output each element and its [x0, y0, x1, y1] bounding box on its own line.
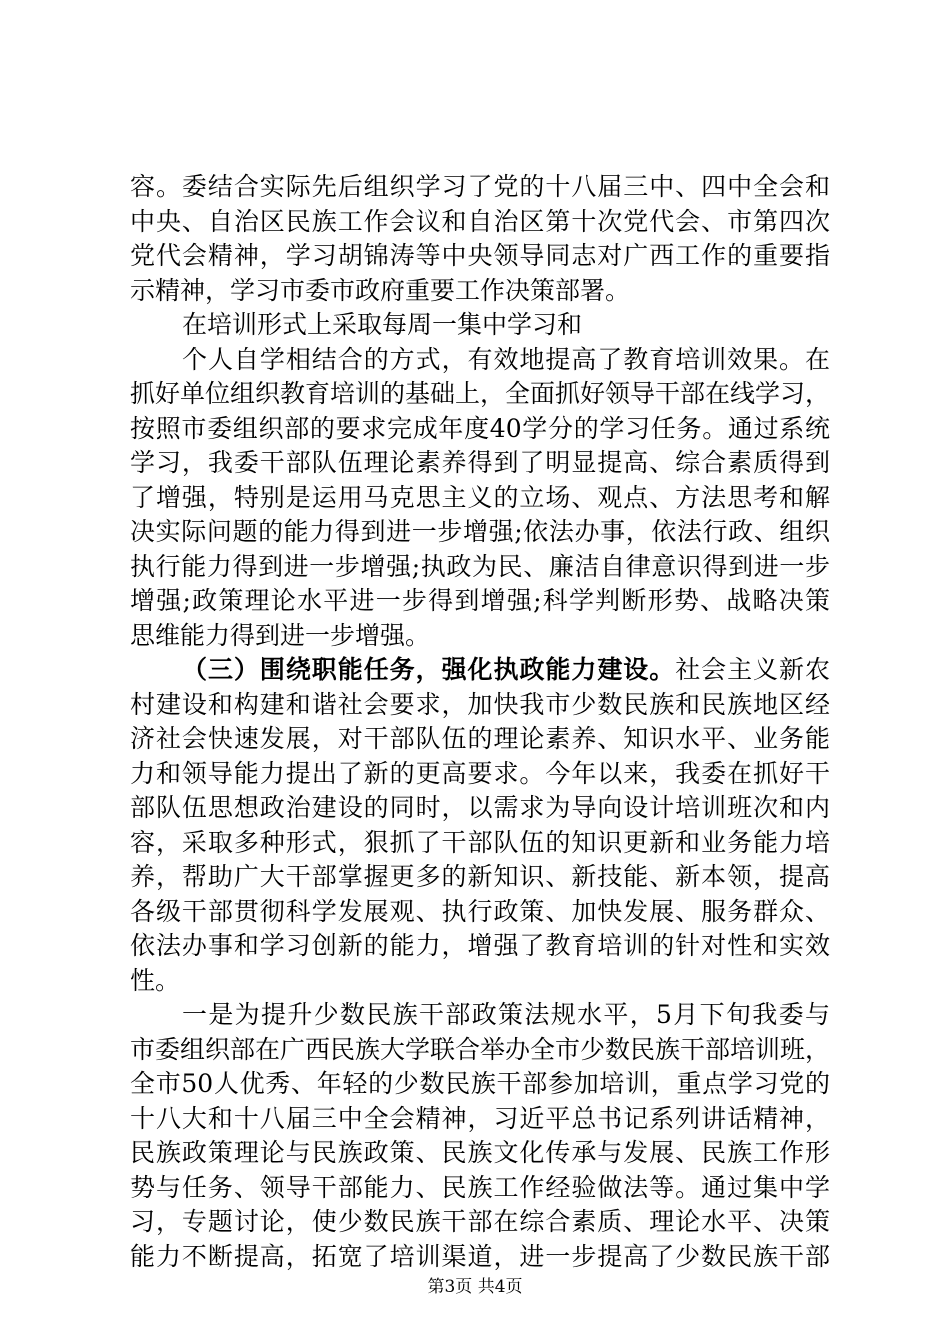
text-line: 按照市委组织部的要求完成年度40学分的学习任务。通过系统 — [130, 413, 830, 443]
page-footer: 第3页 共4页 — [427, 1277, 523, 1297]
section-heading: （三）围绕职能任务，强化执政能力建设。 — [182, 655, 676, 684]
text-line: 在培训形式上采取每周一集中学习和 — [182, 310, 583, 339]
text-line: 执行能力得到进一步增强;执政为民、廉洁自律意识得到进一步 — [130, 551, 830, 581]
text-line: 济社会快速发展，对干部队伍的理论素养、知识水平、业务能 — [130, 724, 830, 753]
text-line: 一是为提升少数民族干部政策法规水平，5月下旬我委与 — [182, 1000, 830, 1029]
text-line: 村建设和构建和谐社会要求，加快我市少数民族和民族地区经 — [130, 689, 830, 719]
text-line: 力和领导能力提出了新的更高要求。今年以来，我委在抓好干 — [130, 758, 830, 788]
text-line: 抓好单位组织教育培训的基础上，全面抓好领导干部在线学习， — [130, 379, 831, 408]
text-line: 决实际问题的能力得到进一步增强;依法办事，依法行政、组织 — [130, 517, 830, 546]
text-line: 各级干部贯彻科学发展观、执行政策、加快发展、服务群众、 — [130, 896, 830, 926]
document-body — [130, 170, 830, 1274]
text-line: 习，专题讨论，使少数民族干部在综合素质、理论水平、决策 — [130, 1207, 830, 1236]
text-line: 思维能力得到进一步增强。 — [130, 620, 431, 650]
text-line: 十八大和十八届三中全会精神，习近平总书记系列讲话精神， — [130, 1103, 830, 1133]
text-line: 养，帮助广大干部掌握更多的新知识、新技能、新本领，提高 — [130, 862, 830, 891]
text-line: 部队伍思想政治建设的同时，以需求为导向设计培训班次和内 — [130, 793, 830, 822]
text-line: 个人自学相结合的方式，有效地提高了教育培训效果。在 — [182, 344, 830, 374]
text-line: 市委组织部在广西民族大学联合举办全市少数民族干部培训班， — [130, 1034, 831, 1064]
section-heading-continuation: 社会主义新农 — [675, 655, 830, 684]
text-line: 势与任务、领导干部能力、民族工作经验做法等。通过集中学 — [130, 1172, 830, 1202]
text-line: 性。 — [130, 965, 181, 995]
text-line — [130, 653, 830, 688]
text-line: 全市50人优秀、年轻的少数民族干部参加培训，重点学习党的 — [130, 1069, 830, 1098]
text-line: 容，采取多种形式，狠抓了干部队伍的知识更新和业务能力培 — [130, 827, 830, 857]
text-line: 容。委结合实际先后组织学习了党的十八届三中、四中全会和 — [130, 172, 830, 201]
text-line: 党代会精神，学习胡锦涛等中央领导同志对广西工作的重要指 — [130, 241, 830, 270]
text-line: 民族政策理论与民族政策、民族文化传承与发展、民族工作形 — [130, 1138, 830, 1167]
text-line: 了增强，特别是运用马克思主义的立场、观点、方法思考和解 — [130, 482, 830, 512]
text-line: 中央、自治区民族工作会议和自治区第十次党代会、市第四次 — [130, 206, 830, 236]
text-line: 依法办事和学习创新的能力，增强了教育培训的针对性和实效 — [130, 931, 830, 960]
text-line: 增强;政策理论水平进一步得到增强;科学判断形势、战略决策 — [130, 586, 830, 615]
text-line: 学习，我委干部队伍理论素养得到了明显提高、综合素质得到 — [130, 448, 830, 477]
text-line: 能力不断提高，拓宽了培训渠道，进一步提高了少数民族干部 — [130, 1241, 830, 1271]
text-line: 示精神，学习市委市政府重要工作决策部署。 — [130, 275, 631, 305]
